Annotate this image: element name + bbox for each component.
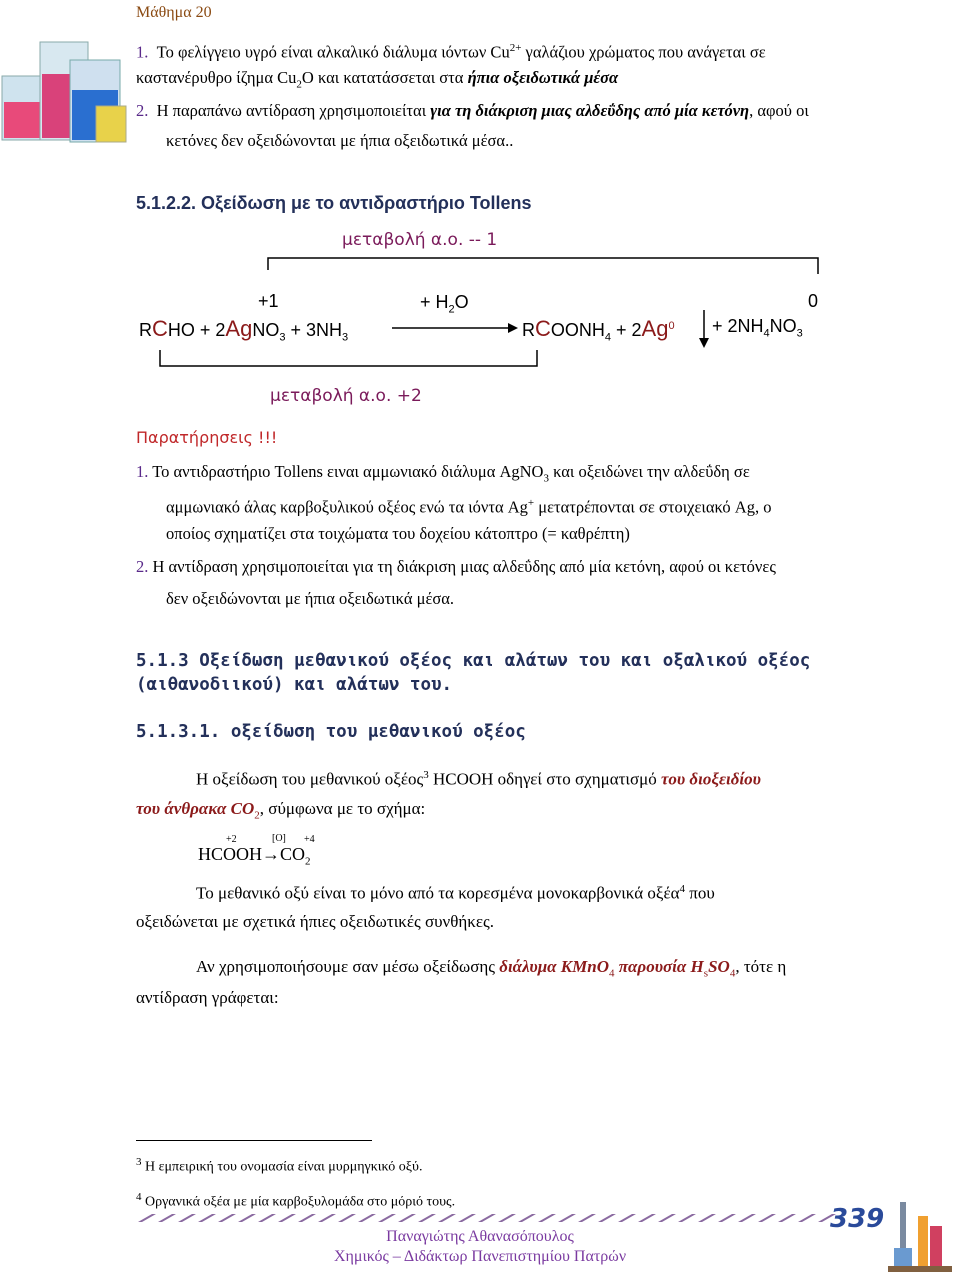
s513-p2-line2: οξειδώνεται με σχετικά ήπιες οξειδωτικές συνθήκες. [136, 912, 494, 931]
s513-p3-line2: αντίδραση γράφεται: [136, 988, 279, 1007]
reaction-equation: RCHO + 2AgNO$_3$ + $3NH_3$ [139, 316, 349, 344]
beakers-image [0, 36, 132, 148]
footer-author: Παναγιώτης Αθανασόπουλος [386, 1228, 574, 1245]
eq2-formula: $HCOOH\to CO_2$ [198, 844, 311, 868]
s513-p2-line1: Το μεθανικό οξύ είναι το μόνο από τα κορεσμένα μονοκαρβονικά οξέα$^4$ που [196, 883, 715, 903]
eq2-ox-right: +4 [304, 834, 315, 845]
obs-1-line2: αμμωνιακό άλας καρβοξυλικού οξέος ενώ τα ιόντα Ag+ μετατρέπονται σε στοιχειακό Ag, ο [166, 497, 772, 517]
eq2-ox-left: +2 [226, 834, 237, 845]
intro-p2-line2: κετόνες δεν οξειδώνονται με ήπια οξειδωτικά μέσα.. [166, 131, 514, 150]
intro-p2-line1: 2. Η παραπάνω αντίδραση χρησιμοποιείται για τη διάκριση μιας αλδεΰδης από μία κετόνη, αφού οι [136, 101, 809, 120]
s513-p3-line1: Αν χρησιμοποιήσουμε σαν μέσω οξείδωσης διάλυμα KMnO$_4$ παρουσία $H_sSO_4$, τότε η [196, 957, 787, 980]
page-number: 339 [830, 1204, 885, 1234]
obs-2-line2: δεν οξειδώνονται με ήπια οξειδωτικά μέσα. [166, 589, 455, 608]
eq2-ox-oxidant: [O] [272, 833, 286, 844]
ox-state-right: 0 [808, 291, 819, 311]
section-title-513-line2: (αιθανοδιικού) και αλάτων του. [136, 675, 453, 695]
reaction-brackets [0, 250, 960, 380]
footnote-divider [136, 1140, 372, 1141]
obs-1-line3: οποίος σχηματίζει στα τοιχώματα του δοχείου κάτοπτρο (= καθρέπτη) [166, 524, 630, 543]
obs-1-line1: 1. Το αντιδραστήριο Tollens ειναι αμμωνιακό διάλυμα AgNO$_3$ και οξειδώνει την αλδεΰδη σε [136, 462, 750, 485]
section-title-5131: 5.1.3.1. οξείδωση του μεθανικού οξέος [136, 722, 526, 742]
over-arrow-water: + $H_2O$ [420, 292, 469, 316]
s513-p1-line1: Η οξείδωση του μεθανικού οξέος$^3$ HCOOH οδηγεί στο σχηματισμό του διοξειδίου [196, 769, 761, 789]
oxidation-change-bottom: μεταβολή α.ο. +2 [270, 386, 422, 406]
footnote-4: $^4$ Οργανικά οξέα με μία καρβοξυλομάδα στο μόριό τους. [136, 1191, 456, 1210]
footer-decorative-band [138, 1212, 838, 1224]
ox-state-left: +1 [258, 291, 279, 311]
footnote-3: $^3$ Η εμπειρική του ονομασία είναι μυρμηγκικό οξύ. [136, 1156, 423, 1175]
reaction-products-tail: + $2NH_4NO_3$ [712, 316, 803, 340]
reaction-products: $RCOONH_4 + 2Ag^0$ [522, 316, 675, 344]
lesson-label: Μάθημα 20 [136, 4, 212, 21]
intro-p1-line1: 1. Το φελίγγειο υγρό είναι αλκαλικό διάλυμα ιόντων $Cu^{2+}$ γαλάζιου χρώματος που ανάγεται σε [136, 42, 766, 62]
section-title-513-line1: 5.1.3 Οξείδωση μεθανικού οξέος και αλάτων του και οξαλικού οξέος [136, 651, 811, 671]
footer-affiliation: Χημικός – Διδάκτωρ Πανεπιστημίου Πατρών [333, 1248, 627, 1265]
observations-title: Παρατήρησεις !!! [136, 428, 278, 447]
oxidation-change-top: μεταβολή α.ο. -- 1 [342, 230, 498, 250]
arrow-icon: → [262, 844, 281, 864]
section-title-5122: 5.1.2.2. Οξείδωση με το αντιδραστήριο Tollens [136, 193, 532, 213]
intro-p1-line2: καστανέρυθρο ίζημα $Cu_2O$ και κατατάσσεται στα ήπια οξειδωτικά μέσα [136, 68, 619, 91]
obs-2-line1: 2. Η αντίδραση χρησιμοποιείται για τη διάκριση μιας αλδεΰδης από μία κετόνη, αφού οι κετόνες [136, 557, 776, 576]
s513-p1-line2: του άνθρακα $CO_2$, σύμφωνα με το σχήμα: [136, 799, 426, 822]
